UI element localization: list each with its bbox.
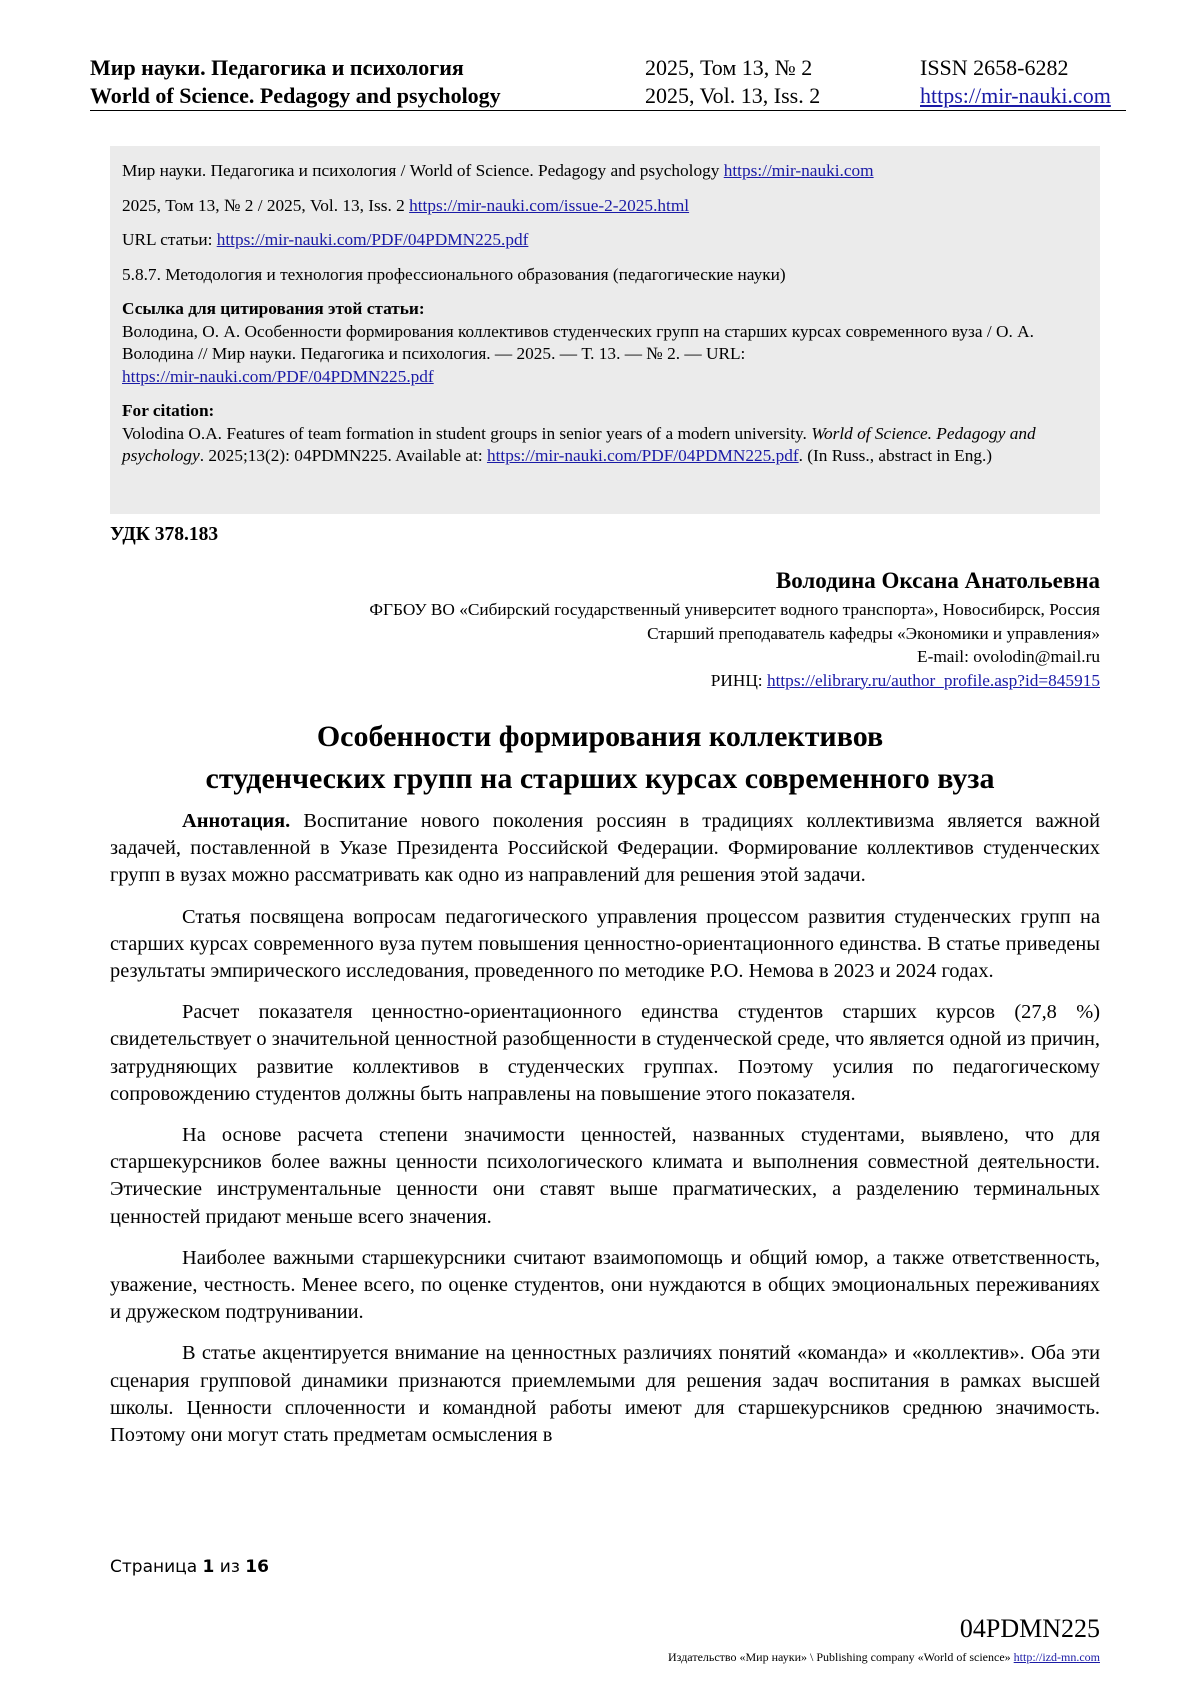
issue-block bbox=[645, 54, 820, 110]
issue-ru: 2025, Том 13, № 2 bbox=[645, 55, 813, 80]
issn: ISSN 2658-6282 bbox=[920, 55, 1069, 80]
article-info-box bbox=[110, 146, 1100, 514]
author-position: Старший преподаватель кафедры «Экономики и управления» bbox=[647, 623, 1100, 643]
info-url-line: URL статьи: https://mir-nauki.com/PDF/04PDMN225.pdf bbox=[122, 230, 529, 249]
journal-name-ru: Мир науки. Педагогика и психология bbox=[90, 55, 464, 80]
abstract-paragraph: Аннотация. Воспитание нового поколения россиян в традициях коллективизма является важной задачей, поставленной в Указе Президента Российской Федерации. Формирование коллективов студенческих групп в вузах можно рассматривать как одно из направлений для решения этой задачи. bbox=[110, 810, 1100, 887]
cite-ru-label: Ссылка для цитирования этой статьи: bbox=[122, 299, 425, 318]
info-journal-link[interactable]: https://mir-nauki.com bbox=[723, 161, 874, 180]
author-rinc: РИНЦ: https://elibrary.ru/author_profile.asp?id=845915 bbox=[710, 670, 1100, 690]
cite-ru-text: Володина, О. А. Особенности формирования коллективов студенческих групп на старших курсах современного вуза / О. А. Володина // Мир науки. Педагогика и психология. — 2025. — Т. 13. — № 2. — URL: https://mir-nauki.com/PDF/04PDMN225.pdf bbox=[122, 321, 1034, 386]
abstract-paragraph: В статье акцентируется внимание на ценностных различиях понятий «команда» и «коллектив». Оба эти сценария групповой динамики признаются приемлемыми для решения задач воспитания в рамках высшей школы. Ценности сплоченности и командной работы имеют для старшекурсников среднюю значимость. Поэтому они могут стать предметам осмысления в bbox=[110, 1342, 1100, 1447]
cite-ru-link[interactable]: https://mir-nauki.com/PDF/04PDMN225.pdf bbox=[122, 366, 434, 386]
author-affiliation: ФГБОУ ВО «Сибирский государственный университет водного транспорта», Новосибирск, Россия bbox=[369, 600, 1100, 619]
info-issue-line: 2025, Том 13, № 2 / 2025, Vol. 13, Iss. 2 https://mir-nauki.com/issue-2-2025.html bbox=[122, 195, 690, 215]
page-number: Страница 1 из 16 bbox=[110, 1557, 269, 1577]
abstract-paragraph: Наиболее важными старшекурсники считают взаимопомощь и общий юмор, а также ответственность, уважение, честность. Менее всего, по оценке студентов, они нуждаются в общих эмоциональных переживаниях и дружеском подтрунивании. bbox=[110, 1246, 1100, 1324]
issue-en: 2025, Vol. 13, Iss. 2 bbox=[645, 83, 821, 108]
info-specialty: 5.8.7. Методология и технология профессионального образования (педагогические науки) bbox=[122, 264, 786, 284]
info-article-url-link[interactable]: https://mir-nauki.com/PDF/04PDMN225.pdf bbox=[216, 230, 529, 249]
article-id: 04PDMN225 bbox=[959, 1614, 1100, 1643]
author-email: E-mail: ovolodin@mail.ru bbox=[917, 647, 1100, 666]
info-journal-line: Мир науки. Педагогика и психология / World of Science. Pedagogy and psychology https://mir-nauki.com bbox=[122, 161, 874, 180]
publisher-link[interactable]: http://izd-mn.com bbox=[1013, 1650, 1100, 1664]
journal-name-block bbox=[90, 54, 501, 110]
title-line-2: студенческих групп на старших курсах современного вуза bbox=[205, 762, 995, 795]
abstract-paragraph: На основе расчета степени значимости ценностей, названных студентами, выявлено, что для старшекурсников более важны ценности психологического климата и выполнения совместной деятельности. Этические инструментальные ценности они ставят выше прагматических, а разделению терминальных ценностей придают меньше всего значения. bbox=[110, 1124, 1100, 1228]
cite-en-text: Volodina O.A. Features of team formation in student groups in senior years of a modern university. World of Science. Pedagogy and psychology. 2025;13(2): 04PDMN225. Available at: https://mir-nauki.com/PDF/04PDMN225.pdf. (In Russ., abstract in Eng.) bbox=[122, 423, 1036, 465]
header-divider bbox=[90, 110, 1126, 111]
issn-block bbox=[920, 54, 1111, 110]
journal-site-link[interactable]: https://mir-nauki.com bbox=[920, 83, 1111, 108]
author-rinc-link[interactable]: https://elibrary.ru/author_profile.asp?id=845915 bbox=[766, 670, 1100, 690]
author-name: Володина Оксана Анатольевна bbox=[775, 568, 1100, 593]
abstract-paragraph: Расчет показателя ценностно-ориентационного единства студентов старших курсов (27,8 %) свидетельствует о значительной ценностной разобщенности в студенческой среде, что является одной из причин, затрудняющих развитие коллективов в студенческих группах. Поэтому усилия по педагогическому сопровождению студентов должны быть направлены на повышение этого показателя. bbox=[110, 1001, 1100, 1105]
cite-en-link[interactable]: https://mir-nauki.com/PDF/04PDMN225.pdf bbox=[486, 446, 799, 465]
abstract-paragraph: Статья посвящена вопросам педагогического управления процессом развития студенческих групп на старших курсах современного вуза путем повышения ценностно-ориентационного единства. В статье приведены результаты эмпирического исследования, проведенного по методике Р.О. Немова в 2023 и 2024 годах. bbox=[110, 905, 1100, 983]
article-title bbox=[100, 716, 1100, 800]
abstract-label: Аннотация. bbox=[182, 810, 291, 832]
info-issue-link[interactable]: https://mir-nauki.com/issue-2-2025.html bbox=[409, 195, 690, 215]
abstract bbox=[110, 808, 1100, 1463]
title-line-1: Особенности формирования коллективов bbox=[316, 720, 884, 753]
journal-name-en: World of Science. Pedagogy and psychology bbox=[90, 83, 501, 108]
author-block bbox=[369, 566, 1100, 692]
cite-en-label: For citation: bbox=[122, 401, 215, 420]
publisher-line: Издательство «Мир науки» \ Publishing company «World of science» http://izd-mn.com bbox=[668, 1650, 1100, 1664]
udk-code: УДК 378.183 bbox=[110, 524, 219, 545]
